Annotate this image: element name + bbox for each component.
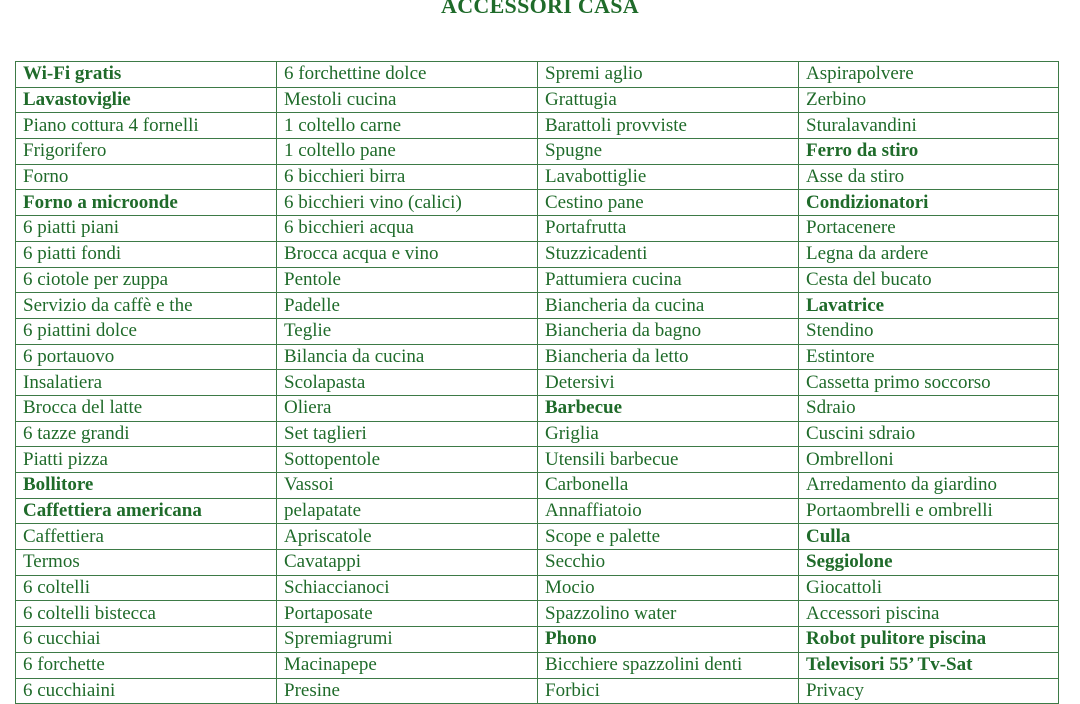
- table-cell: 6 cucchiai: [16, 627, 277, 653]
- table-cell: 1 coltello carne: [277, 113, 538, 139]
- table-cell: Griglia: [538, 421, 799, 447]
- table-cell: Biancheria da bagno: [538, 318, 799, 344]
- table-cell: Caffettiera: [16, 524, 277, 550]
- table-cell: Seggiolone: [799, 550, 1059, 576]
- table-cell: Teglie: [277, 318, 538, 344]
- table-cell: pelapatate: [277, 498, 538, 524]
- table-row: [16, 524, 1059, 550]
- table-row: [16, 421, 1059, 447]
- table-row: [16, 267, 1059, 293]
- table-cell: 6 piatti piani: [16, 216, 277, 242]
- table-cell: Carbonella: [538, 473, 799, 499]
- table-row: [16, 447, 1059, 473]
- table-cell: Portacenere: [799, 216, 1059, 242]
- table-cell: 6 bicchieri acqua: [277, 216, 538, 242]
- table-cell: Brocca acqua e vino: [277, 241, 538, 267]
- table-cell: Spazzolino water: [538, 601, 799, 627]
- table-row: [16, 164, 1059, 190]
- table-cell: Pentole: [277, 267, 538, 293]
- table-cell: Padelle: [277, 293, 538, 319]
- table-cell: 6 ciotole per zuppa: [16, 267, 277, 293]
- table-cell: Biancheria da cucina: [538, 293, 799, 319]
- table-cell: 6 tazze grandi: [16, 421, 277, 447]
- table-cell: Sottopentole: [277, 447, 538, 473]
- table-cell: Frigorifero: [16, 139, 277, 165]
- table-cell: Piatti pizza: [16, 447, 277, 473]
- table-cell: Forbici: [538, 678, 799, 704]
- table-row: [16, 370, 1059, 396]
- table-cell: Cesta del bucato: [799, 267, 1059, 293]
- table-cell: Culla: [799, 524, 1059, 550]
- table-cell: Scolapasta: [277, 370, 538, 396]
- table-cell: 6 piattini dolce: [16, 318, 277, 344]
- table-cell: Barbecue: [538, 395, 799, 421]
- table-row: [16, 575, 1059, 601]
- table-cell: Cavatappi: [277, 550, 538, 576]
- table-row: [16, 216, 1059, 242]
- table-cell: Vassoi: [277, 473, 538, 499]
- table-cell: 6 cucchiaini: [16, 678, 277, 704]
- table-cell: Presine: [277, 678, 538, 704]
- table-cell: Portafrutta: [538, 216, 799, 242]
- table-cell: Legna da ardere: [799, 241, 1059, 267]
- table-cell: Spremi aglio: [538, 62, 799, 88]
- table-cell: Spugne: [538, 139, 799, 165]
- table-cell: 6 coltelli bistecca: [16, 601, 277, 627]
- table-cell: Secchio: [538, 550, 799, 576]
- table-cell: Utensili barbecue: [538, 447, 799, 473]
- table-row: [16, 550, 1059, 576]
- table-cell: Giocattoli: [799, 575, 1059, 601]
- table-cell: 6 coltelli: [16, 575, 277, 601]
- page-title: ACCESSORI CASA: [441, 0, 639, 18]
- table-cell: 6 bicchieri vino (calici): [277, 190, 538, 216]
- table-cell: Estintore: [799, 344, 1059, 370]
- table-cell: Forno a microonde: [16, 190, 277, 216]
- table-row: [16, 601, 1059, 627]
- table-cell: Wi-Fi gratis: [16, 62, 277, 88]
- table-cell: Privacy: [799, 678, 1059, 704]
- table-cell: Stendino: [799, 318, 1059, 344]
- table-cell: Forno: [16, 164, 277, 190]
- table-cell: Caffettiera americana: [16, 498, 277, 524]
- table-cell: Arredamento da giardino: [799, 473, 1059, 499]
- table-cell: Oliera: [277, 395, 538, 421]
- table-cell: Detersivi: [538, 370, 799, 396]
- table-row: [16, 344, 1059, 370]
- table-cell: Televisori 55’ Tv-Sat: [799, 652, 1059, 678]
- table-cell: Lavastoviglie: [16, 87, 277, 113]
- table-cell: Piano cottura 4 fornelli: [16, 113, 277, 139]
- inventory-table-body: [16, 62, 1059, 704]
- table-row: [16, 498, 1059, 524]
- table-row: [16, 627, 1059, 653]
- table-cell: Termos: [16, 550, 277, 576]
- table-cell: 6 portauovo: [16, 344, 277, 370]
- table-cell: Zerbino: [799, 87, 1059, 113]
- table-cell: 6 forchettine dolce: [277, 62, 538, 88]
- table-cell: Insalatiera: [16, 370, 277, 396]
- table-cell: Brocca del latte: [16, 395, 277, 421]
- table-cell: Cassetta primo soccorso: [799, 370, 1059, 396]
- table-cell: Apriscatole: [277, 524, 538, 550]
- table-cell: Barattoli provviste: [538, 113, 799, 139]
- table-cell: Bollitore: [16, 473, 277, 499]
- table-row: [16, 395, 1059, 421]
- table-cell: Portaposate: [277, 601, 538, 627]
- table-cell: Bilancia da cucina: [277, 344, 538, 370]
- table-row: [16, 318, 1059, 344]
- table-cell: Biancheria da letto: [538, 344, 799, 370]
- table-cell: Cuscini sdraio: [799, 421, 1059, 447]
- table-cell: 6 forchette: [16, 652, 277, 678]
- table-row: [16, 241, 1059, 267]
- table-cell: Condizionatori: [799, 190, 1059, 216]
- table-row: [16, 652, 1059, 678]
- table-row: [16, 62, 1059, 88]
- table-cell: 6 piatti fondi: [16, 241, 277, 267]
- table-cell: Lavabottiglie: [538, 164, 799, 190]
- table-cell: Scope e palette: [538, 524, 799, 550]
- table-cell: Aspirapolvere: [799, 62, 1059, 88]
- table-cell: Schiaccianoci: [277, 575, 538, 601]
- table-cell: Pattumiera cucina: [538, 267, 799, 293]
- table-cell: Spremiagrumi: [277, 627, 538, 653]
- table-cell: Accessori piscina: [799, 601, 1059, 627]
- table-cell: Macinapepe: [277, 652, 538, 678]
- table-cell: Bicchiere spazzolini denti: [538, 652, 799, 678]
- table-row: [16, 473, 1059, 499]
- table-cell: 6 bicchieri birra: [277, 164, 538, 190]
- table-cell: Sdraio: [799, 395, 1059, 421]
- table-cell: Mestoli cucina: [277, 87, 538, 113]
- table-cell: Stuzzicadenti: [538, 241, 799, 267]
- table-cell: Servizio da caffè e the: [16, 293, 277, 319]
- table-cell: Cestino pane: [538, 190, 799, 216]
- table-cell: Asse da stiro: [799, 164, 1059, 190]
- table-cell: Portaombrelli e ombrelli: [799, 498, 1059, 524]
- table-row: [16, 87, 1059, 113]
- table-row: [16, 190, 1059, 216]
- table-cell: Grattugia: [538, 87, 799, 113]
- table-cell: Set taglieri: [277, 421, 538, 447]
- table-cell: Ferro da stiro: [799, 139, 1059, 165]
- table-row: [16, 139, 1059, 165]
- table-row: [16, 293, 1059, 319]
- table-cell: Mocio: [538, 575, 799, 601]
- table-row: [16, 113, 1059, 139]
- table-cell: Lavatrice: [799, 293, 1059, 319]
- table-cell: Phono: [538, 627, 799, 653]
- table-cell: Sturalavandini: [799, 113, 1059, 139]
- table-cell: Ombrelloni: [799, 447, 1059, 473]
- table-cell: 1 coltello pane: [277, 139, 538, 165]
- table-cell: Robot pulitore piscina: [799, 627, 1059, 653]
- inventory-table: [15, 61, 1059, 704]
- table-cell: Annaffiatoio: [538, 498, 799, 524]
